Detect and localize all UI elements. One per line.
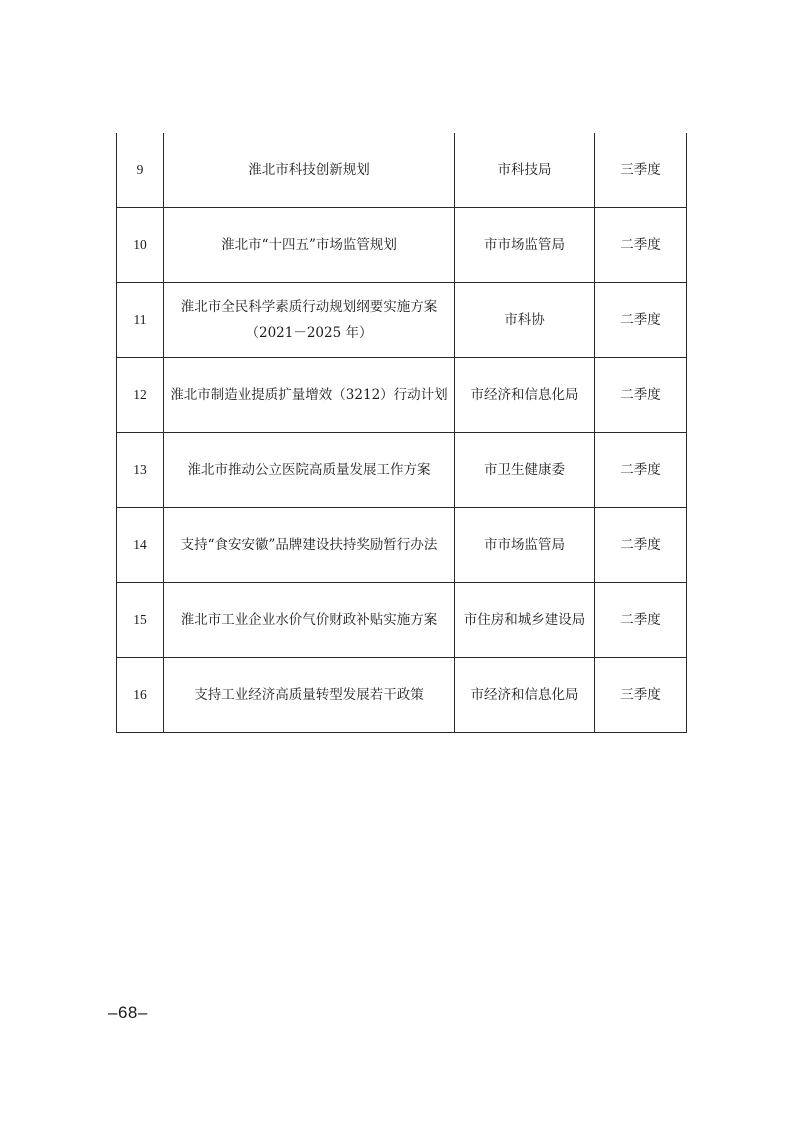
policy-name: 淮北市工业企业水价气价财政补贴实施方案 xyxy=(164,583,455,658)
policy-name: 淮北市科技创新规划 xyxy=(164,133,455,208)
department: 市科协 xyxy=(455,283,595,358)
quarter: 二季度 xyxy=(595,433,687,508)
policy-name: 支持工业经济高质量转型发展若干政策 xyxy=(164,658,455,733)
department: 市科技局 xyxy=(455,133,595,208)
table-row xyxy=(117,358,687,433)
table-row xyxy=(117,283,687,358)
quarter: 二季度 xyxy=(595,283,687,358)
policy-name-line2: （2021－2025 年） xyxy=(245,325,373,341)
department: 市经济和信息化局 xyxy=(455,658,595,733)
row-number: 11 xyxy=(117,283,164,358)
table-row xyxy=(117,433,687,508)
table-row xyxy=(117,583,687,658)
row-number: 12 xyxy=(117,358,164,433)
table-row xyxy=(117,658,687,733)
row-number: 14 xyxy=(117,508,164,583)
quarter: 二季度 xyxy=(595,508,687,583)
page-number: –68– xyxy=(108,1003,148,1022)
department: 市市场监管局 xyxy=(455,508,595,583)
quarter: 二季度 xyxy=(595,208,687,283)
department: 市卫生健康委 xyxy=(455,433,595,508)
policy-name: 支持“食安安徽”品牌建设扶持奖励暂行办法 xyxy=(164,508,455,583)
policy-table xyxy=(116,133,687,733)
policy-name: 淮北市制造业提质扩量增效（3212）行动计划 xyxy=(164,358,455,433)
table-row xyxy=(117,133,687,208)
row-number: 13 xyxy=(117,433,164,508)
row-number: 9 xyxy=(117,133,164,208)
department: 市经济和信息化局 xyxy=(455,358,595,433)
row-number: 10 xyxy=(117,208,164,283)
quarter: 二季度 xyxy=(595,583,687,658)
department: 市市场监管局 xyxy=(455,208,595,283)
department: 市住房和城乡建设局 xyxy=(455,583,595,658)
policy-name: 淮北市“十四五”市场监管规划 xyxy=(164,208,455,283)
policy-name: 淮北市推动公立医院高质量发展工作方案 xyxy=(164,433,455,508)
quarter: 三季度 xyxy=(595,658,687,733)
policy-name-line1: 淮北市全民科学素质行动规划纲要实施方案 xyxy=(180,299,438,315)
table-row xyxy=(117,508,687,583)
table-row xyxy=(117,208,687,283)
row-number: 16 xyxy=(117,658,164,733)
quarter: 三季度 xyxy=(595,133,687,208)
policy-name xyxy=(164,283,455,358)
row-number: 15 xyxy=(117,583,164,658)
quarter: 二季度 xyxy=(595,358,687,433)
